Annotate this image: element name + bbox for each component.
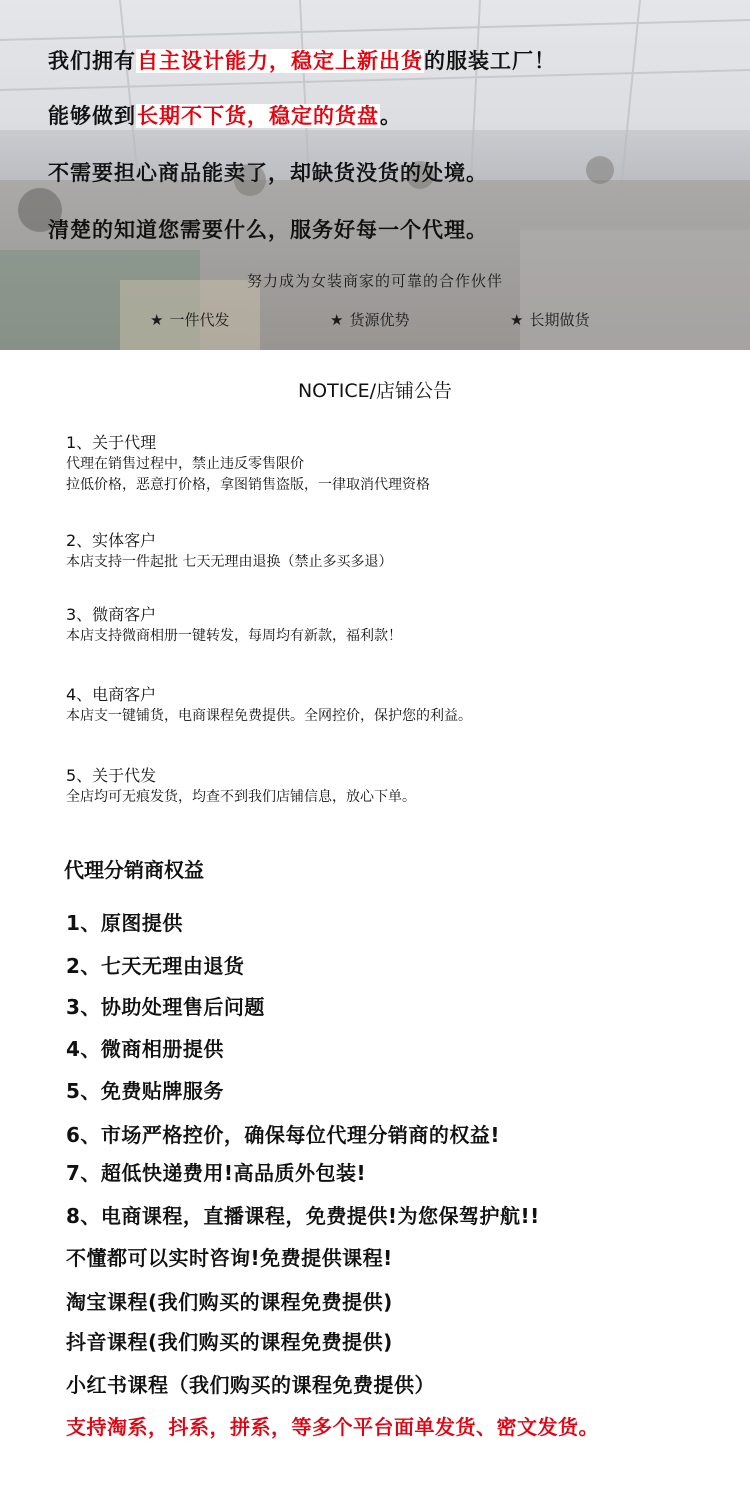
star-icon: ★	[150, 311, 164, 329]
notice-item-text: 本店支一键铺货，电商课程免费提供。全网控价，保护您的利益。	[66, 708, 472, 724]
rights-item: 1、原图提供	[66, 911, 183, 935]
rights-item: 8、电商课程，直播课程，免费提供!为您保驾护航!!	[66, 1204, 540, 1228]
hero-headline-3: 不需要担心商品能卖了，却缺货没货的处境。	[48, 161, 488, 185]
feature-item: ★ 一件代发	[150, 311, 230, 329]
feature-item: ★ 长期做货	[510, 311, 590, 329]
hero-subtitle: 努力成为女装商家的可靠的合作伙伴	[246, 272, 503, 290]
notice-item	[66, 530, 392, 573]
rights-item: 6、市场严格控价，确保每位代理分销商的权益!	[66, 1123, 501, 1147]
hero-headline-2: 能够做到长期不下货，稳定的货盘。	[48, 104, 402, 128]
star-icon: ★	[330, 311, 344, 329]
hero-headline-1: 我们拥有自主设计能力，稳定上新出货的服装工厂！	[48, 49, 556, 73]
notice-item-text: 本店支持一件起批 七天无理由退换（禁止多买多退）	[66, 554, 393, 570]
rights-item: 5、免费贴牌服务	[66, 1079, 224, 1103]
notice-title: NOTICE/店铺公告	[297, 380, 453, 402]
rights-item: 2、七天无理由退货	[66, 954, 245, 978]
notice-item-heading: 4、电商客户	[66, 685, 157, 704]
rights-item: 抖音课程(我们购买的课程免费提供)	[66, 1330, 393, 1354]
rights-item: 不懂都可以实时咨询!免费提供课程!	[66, 1246, 393, 1270]
notice-item-text: 拉低价格，恶意打价格，拿图销售盗版，一律取消代理资格	[66, 477, 430, 493]
notice-item-heading: 2、实体客户	[66, 531, 157, 550]
notice-item	[66, 684, 472, 727]
hero-headline-4: 清楚的知道您需要什么，服务好每一个代理。	[48, 218, 488, 242]
notice-item-heading: 5、关于代发	[66, 766, 157, 785]
hero-banner	[0, 0, 750, 350]
notice-item-text: 本店支持微商相册一键转发，每周均有新款，福利款！	[66, 628, 402, 644]
notice-item-text: 全店均可无痕发货，均查不到我们店铺信息，放心下单。	[66, 789, 416, 805]
rights-item: 7、超低快递费用!高品质外包装!	[66, 1161, 367, 1185]
rights-footer-highlight: 支持淘系，抖系，拼系，等多个平台面单发货、密文发货。	[66, 1415, 599, 1439]
notice-item	[66, 765, 416, 808]
highlight: 长期不下货，稳定的货盘	[137, 104, 379, 128]
highlight: 自主设计能力，稳定上新出货	[137, 49, 423, 73]
notice-item	[66, 604, 402, 647]
feature-item: ★ 货源优势	[330, 311, 410, 329]
rights-item: 3、协助处理售后问题	[66, 995, 265, 1019]
notice-item-heading: 3、微商客户	[66, 605, 157, 624]
rights-item: 淘宝课程(我们购买的课程免费提供)	[66, 1290, 393, 1314]
notice-item	[66, 432, 430, 496]
rights-item: 小红书课程（我们购买的课程免费提供）	[66, 1373, 435, 1397]
rights-title: 代理分销商权益	[64, 858, 204, 882]
notice-item-heading: 1、关于代理	[66, 433, 157, 452]
star-icon: ★	[510, 311, 524, 329]
notice-item-text: 代理在销售过程中，禁止违反零售限价	[66, 456, 304, 472]
rights-item: 4、微商相册提供	[66, 1037, 224, 1061]
